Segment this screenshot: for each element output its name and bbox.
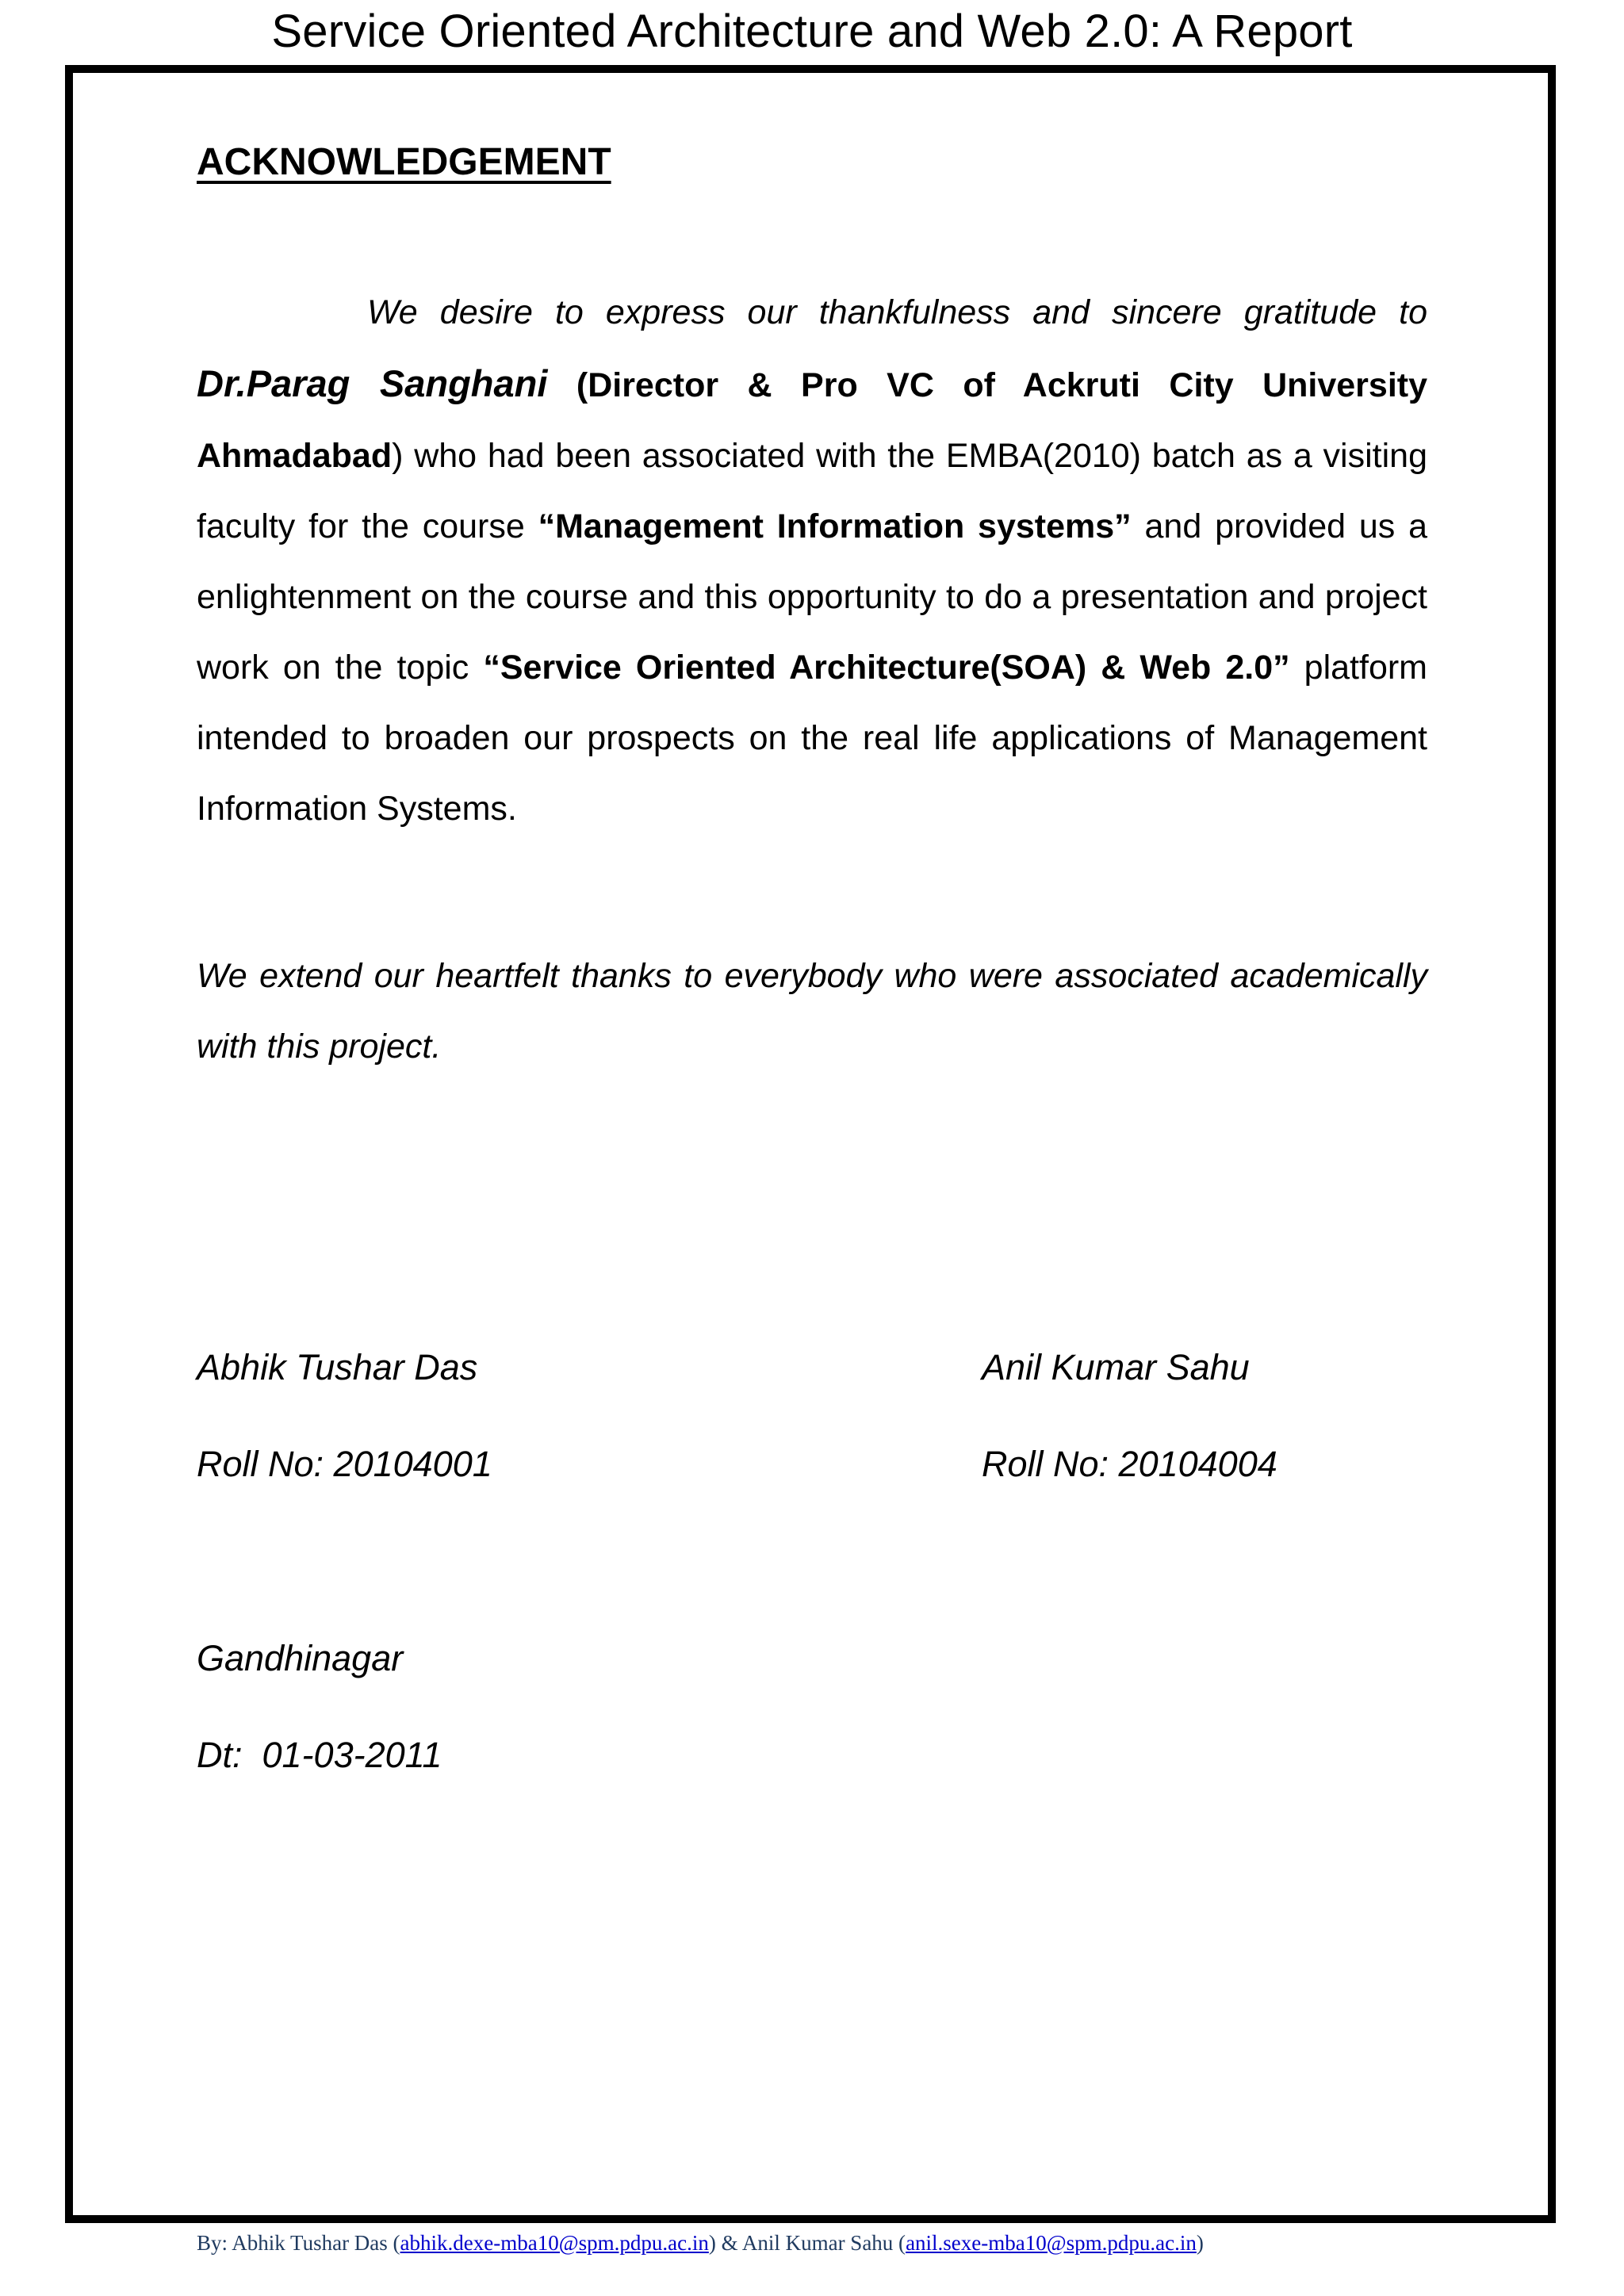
signatory-roll: Roll No: 20104001 — [197, 1444, 492, 1484]
signatory-name: Anil Kumar Sahu — [982, 1347, 1250, 1387]
intro-text: We desire to express our thankfulness and sincere gratitude to — [367, 293, 1427, 331]
body-text-3: platform intended to broaden our prospects on the real life applications of Management Information Systems. — [197, 649, 1427, 828]
signatory-2 — [982, 1344, 1277, 1488]
footer-suffix: ) — [1196, 2231, 1204, 2255]
date: Dt: 01-03-2011 — [197, 1735, 442, 1775]
acknowledgement-paragraph-2: We extend our heartfelt thanks to everybody who were associated academically with this project. — [197, 957, 1427, 1066]
director-name: Dr.Parag Sanghani — [197, 362, 548, 404]
affiliation-close: ) — [392, 437, 404, 475]
signatory-roll: Roll No: 20104004 — [982, 1444, 1277, 1484]
signatory-1 — [197, 1344, 492, 1488]
signatory-name: Abhik Tushar Das — [197, 1347, 478, 1387]
place-date-block — [197, 1635, 442, 1779]
acknowledgement-heading: ACKNOWLEDGEMENT — [197, 141, 611, 183]
footer-prefix: By: Abhik Tushar Das ( — [197, 2231, 400, 2255]
body-text-2: and provided us a enlightenment on the course and this opportunity to do a presentation and project work on the topic — [197, 507, 1427, 687]
course-name: “Management Information systems” — [538, 507, 1132, 545]
project-topic: “Service Oriented Architecture(SOA) & Web 2.0” — [483, 649, 1290, 687]
acknowledgement-paragraph-1 — [197, 277, 1427, 844]
email-link-1[interactable]: abhik.dexe-mba10@spm.pdpu.ac.in — [400, 2231, 709, 2255]
director-affiliation: (Director & Pro VC of Ackruti City University Ahmadabad — [197, 366, 1428, 475]
footer-middle: ) & Anil Kumar Sahu ( — [708, 2231, 906, 2255]
acknowledgement-section — [197, 135, 1427, 1082]
email-link-2[interactable]: anil.sexe-mba10@spm.pdpu.ac.in — [906, 2231, 1197, 2255]
place: Gandhinagar — [197, 1638, 404, 1678]
page-footer — [197, 2231, 1204, 2256]
page-header-title: Service Oriented Architecture and Web 2.0: A Report — [271, 6, 1353, 57]
body-text-1: who had been associated with the EMBA(2010) batch as a visiting faculty for the course — [197, 437, 1427, 545]
